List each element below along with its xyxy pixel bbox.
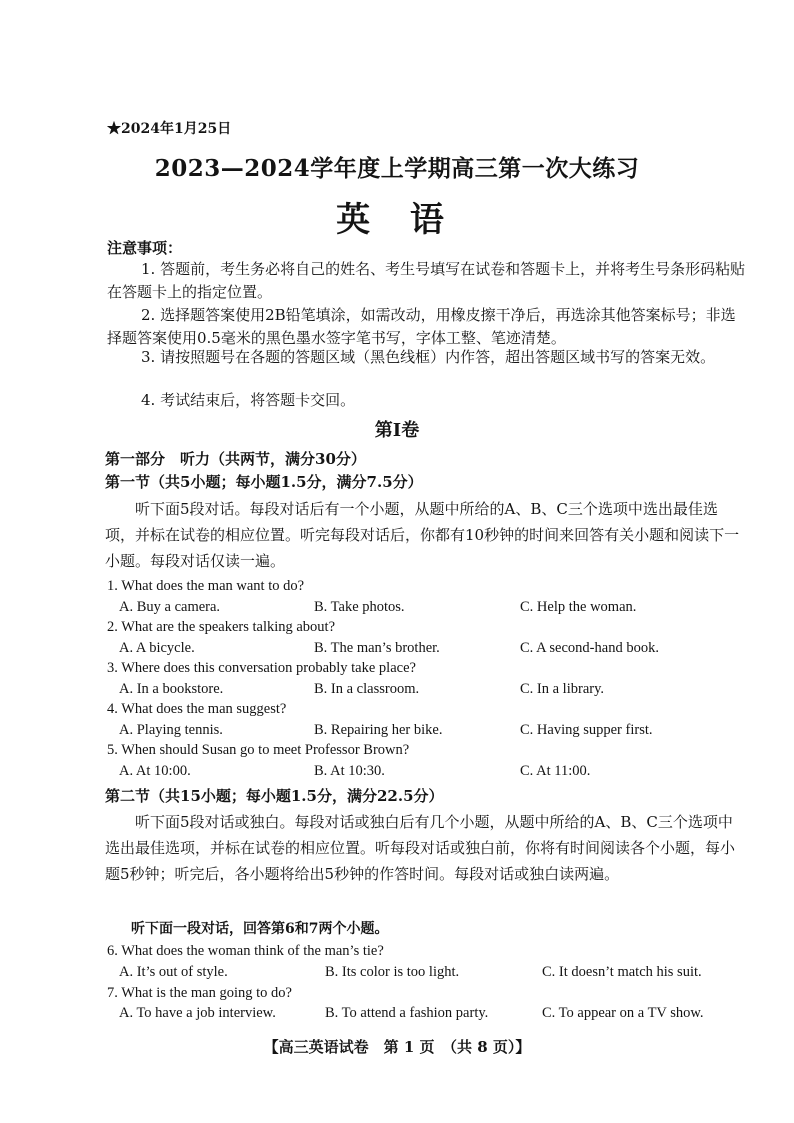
option-b: B. Take photos. [314,599,405,615]
notice-item-3: 3. 请按照题号在各题的答题区域（黑色线框）内作答，超出答题区域书写的答案无效。 [141,348,716,366]
option-b: B. In a classroom. [314,681,420,697]
notice-item-1: 1. 答题前，考生务必将自己的姓名、考生号填写在试卷和答题卡上，并将考生号条形码粘贴在答题卡上的指定位置。 [107,260,746,301]
exam-date: ★2024年1月25日 [107,121,232,137]
question-text: 1. What does the man want to do? [107,578,305,594]
option-a: A. To have a job interview. [119,1005,276,1021]
option-c: C. At 11:00. [520,763,591,779]
notice-heading: 注意事项： [107,239,183,257]
option-a: A. At 10:00. [119,763,191,779]
option-a: A. In a bookstore. [119,681,224,697]
question-text: 5. When should Susan go to meet Professor Brown? [107,742,410,758]
section2-instructions: 听下面5段对话或独白。每段对话或独白后有几个小题，从题中所给的A、B、C三个选项中选出最佳选项，并标在试卷的相应位置。听每段对话或独白前，你将有时间阅读各个小题，每小题5秒钟；听完后，各小题将给出5秒钟的作答时间。每段对话或独白读两遍。 [105,813,736,883]
question-text: 2. What are the speakers talking about? [107,619,336,635]
option-a: A. Buy a camera. [119,599,221,615]
section2-heading: 第二节（共15小题；每小题1.5分，满分22.5分） [105,787,444,805]
section1-instructions: 听下面5段对话。每段对话后有一个小题，从题中所给的A、B、C三个选项中选出最佳选项，并标在试卷的相应位置。听完每段对话后，你都有10秒钟的时间来回答有关小题和阅读下一小题。每段对话仅读一遍。 [105,500,740,570]
question-text: 3. Where does this conversation probably take place? [107,660,416,676]
exam-title: 2023—2024学年度上学期高三第一次大练习 [154,155,640,182]
sub-instruction: 听下面一段对话，回答第6和7两个小题。 [131,921,389,937]
page-footer: 【高三英语试卷 第 1 页 （共 8 页）】 [263,1038,531,1056]
question-text: 7. What is the man going to do? [107,985,292,1001]
option-c: C. Help the woman. [520,599,637,615]
option-b: B. Its color is too light. [325,964,460,980]
notice-item-4: 4. 考试结束后，将答题卡交回。 [141,391,356,409]
option-a: A. Playing tennis. [119,722,223,738]
question-text: 4. What does the man suggest? [107,701,287,717]
option-c: C. A second-hand book. [520,640,659,656]
part1-heading: 第一部分 听力（共两节，满分30分） [105,450,366,468]
option-c: C. It doesn’t match his suit. [542,964,702,980]
option-b: B. To attend a fashion party. [325,1005,489,1021]
option-b: B. Repairing her bike. [314,722,443,738]
option-a: A. It’s out of style. [119,964,228,980]
option-c: C. To appear on a TV show. [542,1005,704,1021]
option-b: B. The man’s brother. [314,640,440,656]
option-b: B. At 10:30. [314,763,385,779]
volume-heading: 第Ⅰ卷 [374,420,420,441]
option-c: C. In a library. [520,681,605,697]
option-a: A. A bicycle. [119,640,195,656]
section1-heading: 第一节（共5小题；每小题1.5分，满分7.5分） [105,473,423,491]
notice-item-2: 2. 选择题答案使用2B铅笔填涂，如需改动，用橡皮擦干净后，再选涂其他答案标号；非选择题答案使用0.5毫米的黑色墨水签字笔书写，字体工整、笔迹清楚。 [107,306,736,347]
option-c: C. Having supper first. [520,722,653,738]
subject-title: 英 语 [336,200,458,240]
question-text: 6. What does the woman think of the man’s tie? [107,943,384,959]
